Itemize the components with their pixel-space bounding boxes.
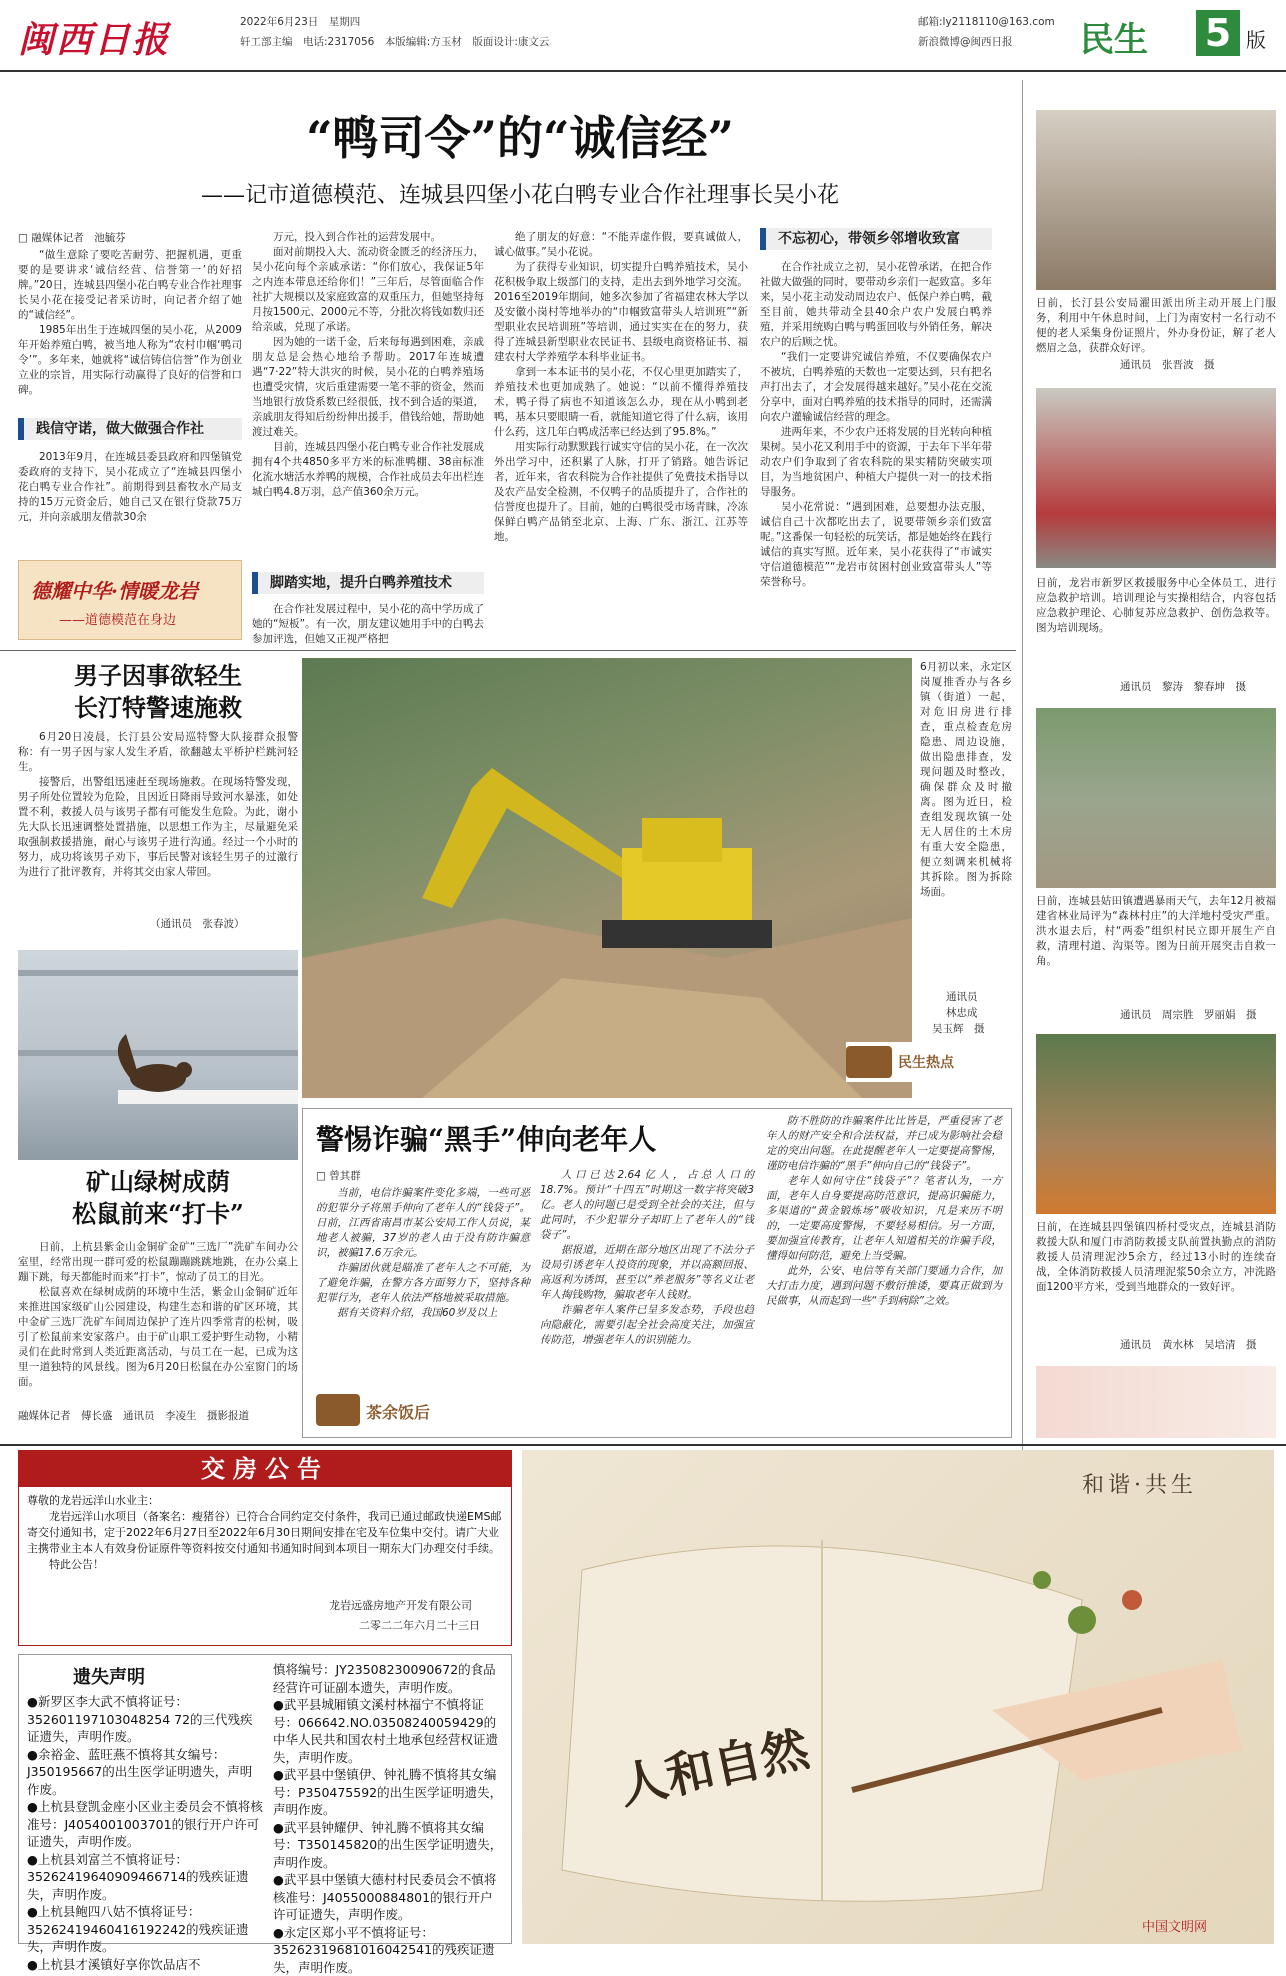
fraud-paragraph: 人口已达2.64亿人，占总人口的18.7%。预计“十四五”时期这一数字将突破3亿。老人的问题已是受到全社会的关注，但与此同时，不少犯罪分子却盯上了老年人的“钱袋子”。 — [540, 1168, 754, 1243]
lead-paragraph: 面对前期投入大、流动资金匮乏的经济压力，吴小花向每个亲戚承诺：“你们放心，我保证5年之内连本带息还给你们！”三年后，尽管面临合作社扩大规模以及家庭致富的双重压力，但她坚持每月按1500元、2000元不等，分批次将钱如数归还给亲戚，兑现了承诺。 — [252, 245, 484, 335]
fraud-paragraph: 据有关资料介绍，我国60岁及以上 — [316, 1306, 530, 1321]
fraud-paragraph: 此外，公安、电信等有关部门要通力合作，加大打击力度，遇到问题不敷衍推诿，要真正做到为民做事，从而起到一些“手到病除”之效。 — [766, 1264, 1002, 1309]
lead-paragraph: 用实际行动默默践行诚实守信的吴小花，在一次次外出学习中，还积累了人脉，打开了销路。她告诉记者，近年来，省农科院为合作社提供了免费技术指导以及农产品安全检测，不仅鸭子的品质提升了，合作社的信誉度也提升了。目前，她的白鸭很受市场青睐，冷冻保鲜白鸭产品销至北京、上海、广东、浙江、江苏等地。 — [494, 440, 748, 545]
lead-paragraph: 进两年来，不少农户还将发展的目光转向种植果树。吴小花又利用手中的资源，于去年下半年带动农户们争取到了省农科院的果实精防突破实项目，为当地贫困户、种植大户提供一对一的技术指导服务。 — [760, 425, 992, 500]
fraud-paragraph: 老年人如何守住“钱袋子”？笔者认为，一方面，老年人自身要提高防范意识，提高识骗能力，多渠道的“黄金锻炼场”吸收知识，凡是来历不明的，一定要高度警惕，不要轻易相信。另一方面，要加强宣传教育，让老年人知道相关的诈骗手段，懂得如何防范，避免上当受骗。 — [766, 1174, 1002, 1264]
right-caption-2: 日前，龙岩市新罗区救援服务中心全体员工，进行应急救护培训。培训理论与实操相结合，内容包括应急救护理论、心肺复苏应急救护、创伤急救等。图为培训现场。 — [1036, 576, 1276, 636]
notice-date: 二零二二年六月二十三日 — [359, 1617, 480, 1633]
fire-safety-banner — [1036, 1366, 1276, 1438]
lead-subtitle: ——记市道德模范、连城县四堡小花白鸭专业合作社理事长吴小花 — [140, 178, 900, 209]
notice-title: 交房公告 — [19, 1451, 511, 1487]
excavator-credit-2: 林忠成 — [946, 1006, 978, 1021]
ad-book-text: 人和自然 — [612, 1710, 814, 1817]
page-number: 5 — [1196, 10, 1240, 56]
squirrel-photo-svg — [18, 950, 298, 1160]
squirrel-photo — [18, 950, 298, 1160]
lead-paragraph: “我们一定要讲究诚信养殖，不仅要确保农户不被坑，白鸭养殖的天数也一定要达到，只有把名声打出去了，才会发展得越来越好。”吴小花在交流分享中，面对白鸭养殖的技术指导的同时，还需满向农户灌输诚信经营的理念。 — [760, 350, 992, 425]
excavator-credit-3: 吴玉辉 摄 — [932, 1022, 985, 1037]
section-name: 民生 — [1080, 12, 1148, 61]
rescue-body — [18, 730, 298, 880]
lead-paragraph: 目前，连城县四堡小花白鸭专业合作社发展成拥有4个共4850多平方米的标准鸭棚、38亩标准化流水塘活水养鸭的规模，合作社成员去年出栏连城白鸭4.8万羽，总产值360余万元。 — [252, 440, 484, 500]
fraud-byline: □ 曾其群 — [316, 1168, 361, 1183]
lead-paragraph: 在合作社发展过程中，吴小花的高中学历成了她的“短板”。有一次，朋友建议她用手中的白鸭去参加评选，但她又正视严格把 — [252, 602, 484, 647]
right-credit-2: 通讯员 黎涛 黎春坤 摄 — [1120, 680, 1246, 695]
lost-item: ●武平县城厢镇文溪村林福宁不慎将证号：066642.NO.03508240059429的中华人民共和国农村土地承包经营权证遗失，声明作废。 — [273, 1696, 505, 1766]
excavator-credit-1: 通讯员 — [946, 990, 978, 1005]
moral-banner — [18, 560, 242, 640]
lead-paragraph: 2013年9月，在连城县委县政府和四堡镇党委政府的支持下，吴小花成立了“连城县四堡小花白鸭专业合作社”。前期得到县畜牧水产局支持的15万元资金后，她自己又在银行贷款75万元，并向亲戚朋友借款30余 — [18, 450, 242, 525]
squirrel-title: 矿山绿树成荫 松鼠前来“打卡” — [18, 1166, 298, 1230]
rescue-paragraph: 6月20日凌晨，长汀县公安局巡特警大队接群众报警称：有一男子因与家人发生矛盾，欲翻越太平桥护栏跳河轻生。 — [18, 730, 298, 775]
masthead-weibo: 新浪微博@闽西日报 — [918, 34, 1013, 49]
fraud-col2 — [540, 1168, 754, 1348]
lead-subhead-2: 脚踏实地，提升白鸭养殖技术 — [252, 572, 484, 594]
lost-item: ●武平县中堡镇大德村村民委员会不慎将核准号：J4055000884801的银行开户许可证遗失，声明作废。 — [273, 1871, 505, 1924]
lost-item: ●上杭县鲍四八姑不慎将证号：35262419460416192242的残疾证遗失，声明作废。 — [27, 1903, 263, 1956]
harmony-ad-art — [522, 1450, 1274, 1944]
right-caption-4: 日前，在连城县四堡镇四桥村受灾点，连城县消防救援大队和厦门市消防救援支队前置执勤点的消防救援人员清理泥沙5余方，经过13小时的连续奋战，全体消防救援人员清理泥浆50余立方，冲洗路面1200平方米，受到当地群众的一致好评。 — [1036, 1220, 1276, 1295]
right-caption-1: 日前，长汀县公安局濯田派出所主动开展上门服务，利用中午休息时间，上门为南安村一名行动不便的老人采集身份证照片，外办身份证，解了老人燃眉之急，获群众好评。 — [1036, 296, 1276, 356]
lead-subhead-1: 践信守诺，做大做强合作社 — [18, 418, 242, 440]
lost-item: ●武平县钟耀伊、钟礼腾不慎将其女编号：T350145820的出生医学证明遗失，声明作废。 — [273, 1819, 505, 1872]
lead-byline: □ 融媒体记者 池毓芬 — [18, 230, 126, 245]
harmony-ad — [522, 1450, 1274, 1944]
right-photo-4 — [1036, 1034, 1276, 1214]
page-ban-label: 版 — [1246, 24, 1266, 53]
masthead-editors: 轩工部主编 电话:2317056 本版编辑:方玉材 版面设计:康文云 — [240, 34, 549, 49]
fraud-title: 警惕诈骗“黑手”伸向老年人 — [316, 1118, 756, 1158]
excavator-photo — [302, 658, 912, 1098]
right-credit-4: 通讯员 黄水林 吴培清 摄 — [1120, 1338, 1257, 1353]
lead-subhead-3: 不忘初心，带领乡邻增收致富 — [760, 228, 992, 250]
lost-item: ●上杭县刘富兰不慎将证号：35262419640909466714的残疾证遗失，声明作废。 — [27, 1851, 263, 1904]
right-caption-3: 日前，连城县姑田镇遭遇暴雨天气，去年12月被福建省林业局评为“森林村庄”的大洋地村受灾严重。洪水退去后，村“两委”组织村民立即开展生产自救，清理村道、沟渠等。图为日前开展突击自救一角。 — [1036, 894, 1276, 969]
hot-badge-icon — [846, 1046, 892, 1078]
rescue-paragraph: 接警后，出警组迅速赶至现场施救。在现场特警发现，男子所处位置较为危险，且因近日降雨导致河水暴涨，如处置不利，救援人员与该男子都有可能发生危险。为此，谢小先大队长迅速调整处置措施，以思想工作为主，尽量避免采取强制救援措施，耐心与该男子进行沟通。经过一个小时的努力，成功将该男子劝下，事后民警对该轻生男子的过激行为进行了批评教育，并将其交由家人带回。 — [18, 775, 298, 880]
notice-company: 龙岩远盛房地产开发有限公司 — [329, 1597, 472, 1613]
ad-footer: 中国文明网 — [1142, 1916, 1207, 1935]
excavator-svg — [302, 658, 912, 1098]
masthead — [0, 0, 1286, 72]
fraud-col3 — [766, 1114, 1002, 1309]
tea-badge — [316, 1392, 476, 1430]
lead-col3 — [494, 230, 748, 545]
lead-paragraph: 绝了朋友的好意：“不能弄虚作假，要真诚做人，诚心做事。”吴小花说。 — [494, 230, 748, 260]
lost-item: ●上杭县登凯金座小区业主委员会不慎将核准号：J4054001003701的银行开户许可证遗失，声明作废。 — [27, 1798, 263, 1851]
lost-item: ●永定区郑小平不慎将证号：35262319681016042541的残疾证遗失，声明作废。 — [273, 1924, 505, 1976]
fraud-paragraph: 当前，电信诈骗案件变化多端，一些可恶的犯罪分子将黑手伸向了老年人的“钱袋子”。日前，江西省南昌市某公安局工作人员说，某地老人被骗，37岁的老人由于没有防诈骗意识，被骗17.6万余元。 — [316, 1186, 530, 1261]
squirrel-paragraph: 松鼠喜欢在绿树成荫的环境中生活，紫金山金铜矿近年来推进国家级矿山公园建设，构建生态和谐的矿区环境，其中金矿三选厂洗矿车间周边保护了连片四季常青的松树，吸引了松鼠前来安家落户。由于矿山职工爱护野生动物，小精灵们在此时常到人类近距离活动，与员工在一起，已成为这里一道独特的风景线。图为6月20日松鼠在办公室窗门的场面。 — [18, 1285, 298, 1390]
lost-item: ●新罗区李大武不慎将证号：352601197103048254 72的三代残疾证遗失，声明作废。 — [27, 1693, 263, 1746]
fraud-paragraph: 诈骗团伙就是瞄准了老年人之不可能，为了避免诈骗，在警方各方面努力下，坚持各种犯罪行为，老年人依法严格地被采取措施。 — [316, 1261, 530, 1306]
right-photo-3 — [1036, 708, 1276, 888]
fraud-paragraph: 诈骗老年人案件已呈多发态势，手段也趋向隐蔽化，需要引起全社会高度关注，加强宣传防范，增强老年人的识别能力。 — [540, 1303, 754, 1348]
excavator-caption: 6月初以来，永定区岗厦推香办与各乡镇（街道）一起，对危旧房进行排查，重点检查危房隐患、周边设施，做出隐患排查，发现问题及时整改，确保群众及时撤离。图为近日，检查组发现坎镇一处无人居住的土木房有重大安全隐患，便立刻调来机械将其拆除。图为拆除场面。 — [920, 660, 1012, 900]
lead-paragraph: 吴小花常说：“遇到困难，总要想办法克服，诚信自己十次都吃出去了，说要带领乡亲们致富呢。”这番保一句轻松的玩笑话，都是她始终在践行诚信的真实写照。近年来，吴小花获得了“市诚实守信道德模范”“龙岩市贫困村创业致富带头人”等荣誉称号。 — [760, 500, 992, 590]
right-divider — [1022, 80, 1023, 1458]
notice-body: 尊敬的龙岩远洋山水业主： 龙岩远洋山水项目（备案名：瘦猪谷）已符合合同约定交付条件，我司已通过邮政快递EMS邮寄交付通知书，定于2022年6月27日至2022年6月30日期间安排在宅及车位集中交付。请广大业主携带业主本人有效身份证原件等资料按交付通知书通知时间到本项目一期东大门办理交付手续。 特此公告！ — [27, 1493, 503, 1573]
lead-divider — [0, 650, 1016, 651]
notice-box — [18, 1450, 512, 1646]
lost-title: 遗失声明 — [73, 1663, 145, 1689]
lead-paragraph: 在合作社成立之初，吴小花曾承诺，在把合作社做大做强的同时，要带动乡亲们一起致富。多年来，吴小花主动发动周边农户、低保户养白鸭，截至目前，她共带动全县40余户农户发展白鸭养殖，并采用统购白鸭与鸭蛋回收与外销任务，解决农户的后顾之忧。 — [760, 260, 992, 350]
hot-badge — [846, 1042, 996, 1082]
fraud-paragraph: 据报道，近期在部分地区出现了不法分子设局引诱老年人投资的现象，并以高额回报、高返利为诱饵，甚至以“养老服务”等名义让老年人掏钱购物，骗取老年人钱财。 — [540, 1243, 754, 1303]
squirrel-body — [18, 1240, 298, 1390]
right-credit-3: 通讯员 周宗胜 罗丽娟 摄 — [1120, 1008, 1257, 1023]
lead-col4 — [760, 260, 992, 590]
lead-col1 — [18, 248, 242, 398]
squirrel-credit: 融媒体记者 傅长盛 通讯员 李凌生 摄影报道 — [18, 1408, 249, 1423]
lost-col2 — [273, 1661, 505, 1976]
right-photo-2 — [1036, 388, 1276, 568]
lead-title: “鸭司令”的“诚信经” — [230, 102, 810, 168]
lost-item: ●武平县中堡镇伊、钟礼腾不慎将其女编号：P350475592的出生医学证明遗失，声明作废。 — [273, 1766, 505, 1819]
lead-paragraph: 拿到一本本证书的吴小花，不仅心里更加踏实了，养殖技术也更加成熟了。她说：“以前不懂得养殖技术，鸭子得了病也不知道该怎么办，现在从小鸭到老鸭，基本只要眼睛一看，就能知道它得了什么病，该用什么药，这几年白鸭成活率已经达到了95.8%。” — [494, 365, 748, 440]
hot-badge-label: 民生热点 — [898, 1052, 954, 1072]
lead-paragraph: 因为她的一诺千金，后来每每遇到困难，亲戚朋友总是会热心地给予帮助。2017年连城遭遇“7·22”特大洪灾的时候，吴小花的白鸭养殖场也遭受灾情，灾后重建需要一笔不菲的资金，然而当地银行放贷系数已经很低，找不到合适的渠道，亲戚朋友得知后纷纷伸出援手，借钱给她，帮助她渡过难关。 — [252, 335, 484, 440]
masthead-date: 2022年6月23日 星期四 — [240, 14, 360, 29]
fraud-paragraph: 防不胜防的诈骗案件比比皆是，严重侵害了老年人的财产安全和合法权益，并已成为影响社会稳定的突出问题。在此提醒老年人一定要提高警惕，谨防电信诈骗的“黑手”伸向自己的“钱袋子”。 — [766, 1114, 1002, 1174]
tea-badge-label: 茶余饭后 — [366, 1400, 430, 1423]
lead-paragraph: “做生意除了要吃苦耐劳、把握机遇，更重要的是要讲求‘诚信经营、信誉第一’的好招牌。”20日，连城县四堡小花白鸭专业合作社理事长吴小花在接受记者采访时，向记者介绍了她的“诚信经”。 — [18, 248, 242, 323]
right-photo-1 — [1036, 110, 1276, 290]
newspaper-logo: 闽西日报 — [18, 12, 170, 63]
rescue-credit: （通讯员 张春波） — [150, 916, 245, 931]
right-credit-1: 通讯员 张晋波 摄 — [1120, 358, 1215, 373]
lead-paragraph: 1985年出生于连城四堡的吴小花，从2009年开始养殖白鸭，被当地人称为“农村巾帼‘鸭司令’”。多年来，她就将“诚信铸信信誉”作为创业立业的宗旨，用实际行动赢得了良好的信誉和口碑。 — [18, 323, 242, 398]
fraud-col1 — [316, 1186, 530, 1321]
lost-item: ●余裕金、蓝旺燕不慎将其女编号：J350195667的出生医学证明遗失，声明作废。 — [27, 1746, 263, 1799]
ad-tagline: 和谐·共生 — [1082, 1468, 1197, 1499]
lost-col1 — [27, 1693, 263, 1973]
squirrel-paragraph: 日前，上杭县紫金山金铜矿金矿“三选厂”洗矿车间办公室里，经常出现一群可爱的松鼠蹦蹦跳跳地跳，在办公桌上蹦下跳，每天都能时而来“打卡”，惊动了员工的目光。 — [18, 1240, 298, 1285]
lost-item: ●上杭县才溪镇好享你饮品店不 — [27, 1956, 263, 1974]
moral-banner-title: 德耀中华·情暖龙岩 — [31, 575, 198, 604]
lost-item: 慎将编号：JY23508230090672的食品经营许可证副本遗失，声明作废。 — [273, 1661, 505, 1696]
lead-paragraph: 为了获得专业知识，切实提升白鸭养殖技术，吴小花积极争取上级部门的支持，走出去到外地学习交流。2016至2019年期间，她多次参加了省福建农林大学以及安徽小岗村等地举办的“巾帼致富带头人培训班”“新型职业农民培训班”等培训，通过实实在在的努力，获得了连城县新型职业农民证书、县级电商资格证书、福建农村大学养殖学本科毕业证书。 — [494, 260, 748, 365]
lead-col2b — [252, 602, 484, 647]
masthead-email: 邮箱:ly2118110@163.com — [918, 14, 1055, 29]
tea-badge-icon — [316, 1394, 360, 1426]
lead-paragraph: 万元，投入到合作社的运营发展中。 — [252, 230, 484, 245]
moral-banner-sub: ——道德模范在身边 — [59, 609, 176, 628]
lead-col1b — [18, 450, 242, 525]
bottom-divider — [0, 1444, 1286, 1446]
lost-box — [18, 1654, 512, 1944]
lead-col2 — [252, 230, 484, 500]
rescue-title: 男子因事欲轻生 长汀特警速施救 — [18, 660, 298, 724]
